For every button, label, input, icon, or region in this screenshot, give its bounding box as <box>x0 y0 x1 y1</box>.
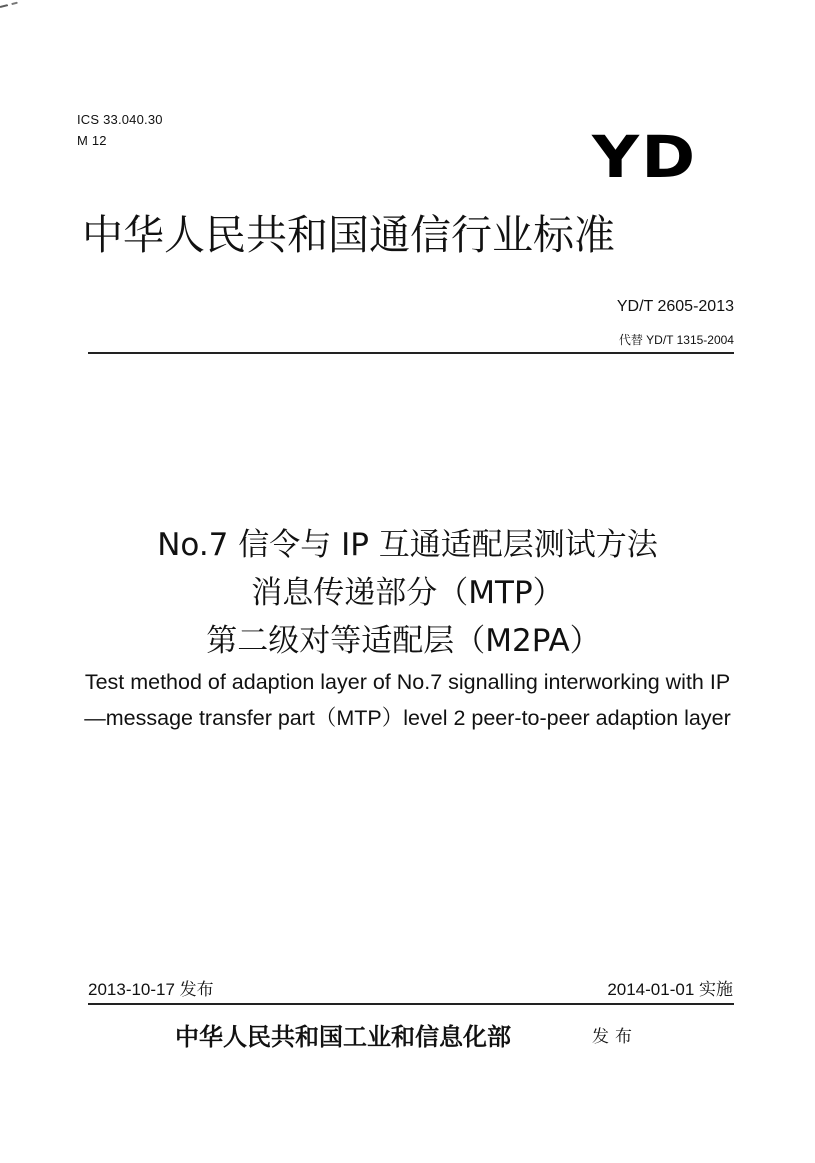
standard-number: YD/T 2605-2013 <box>616 298 734 315</box>
issue-date: 2013-10-17 发布 <box>88 980 214 999</box>
footer-divider <box>88 1003 734 1005</box>
publisher-name: 中华人民共和国工业和信息化部 <box>175 1022 511 1051</box>
implementation-date: 2014-01-01 实施 <box>607 980 733 999</box>
scan-artifact <box>0 0 24 8</box>
chinese-title-line-1: No.7 信令与 IP 互通适配层测试方法 <box>157 527 658 563</box>
header-divider <box>88 352 734 354</box>
publish-label: 发布 <box>592 1027 638 1047</box>
replaces-standard: 代替 YD/T 1315-2004 <box>618 333 734 347</box>
english-title-line-2: —message transfer part（MTP）level 2 peer-to-peer adaption layer <box>84 706 731 730</box>
english-title-line-1: Test method of adaption layer of No.7 signalling interworking with IP <box>84 670 731 694</box>
yd-logo: YD <box>592 123 698 191</box>
standard-category-title: 中华人民共和国通信行业标准 <box>82 211 615 259</box>
chinese-title-line-2: 消息传递部分（MTP） <box>251 575 564 611</box>
chinese-title-line-3: 第二级对等适配层（M2PA） <box>206 623 601 659</box>
classification-code: M 12 <box>77 133 107 148</box>
ics-code: ICS 33.040.30 <box>77 112 163 127</box>
